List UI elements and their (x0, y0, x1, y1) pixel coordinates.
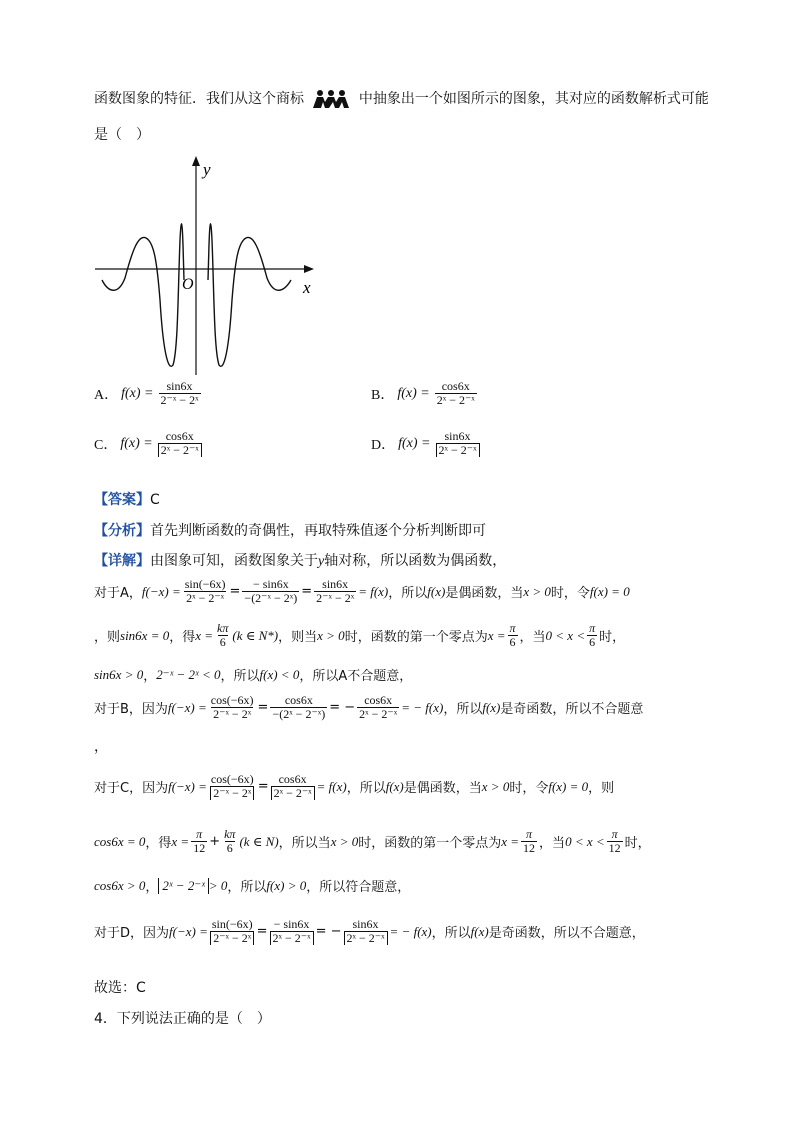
case-c-line3 (94, 876, 410, 895)
case-b-frac2-den: −(2ˣ − 2⁻ˣ) (272, 707, 326, 721)
case-d-lhs: f(−x) = (169, 923, 208, 939)
case-c2-text3: 时，函数的第一个零点为 (358, 836, 502, 851)
case-a-cond: x > 0 (523, 583, 551, 599)
case-a-text1: ，所以 (388, 586, 428, 601)
option-c-fraction (158, 430, 202, 457)
case-a3-s3: f(x) < 0 (259, 666, 300, 682)
case-c2-range-num: π (611, 827, 618, 841)
detail-tag: 【详解】 (94, 553, 150, 569)
case-a-frac1-den: 2ˣ − 2⁻ˣ (186, 591, 225, 605)
question-stem-line1 (94, 88, 709, 109)
case-c2-zero-num: π (526, 827, 533, 841)
case-a-frac3-den: 2⁻ˣ − 2ˣ (316, 591, 355, 605)
case-c-line2 (94, 828, 651, 855)
case-c3-text1: ，所以 (227, 880, 267, 895)
case-a2-x2: x = (487, 627, 506, 643)
option-c-lhs: f(x) = (120, 435, 153, 451)
case-c2-range: 0 < x < (565, 833, 605, 849)
case-a2-k: (k ∈ N*) (232, 627, 279, 643)
case-c2-text1: ，得 (145, 836, 172, 851)
case-c-frac1-den: 2⁻ˣ − 2ˣ (210, 786, 254, 800)
case-d-frac3 (344, 918, 388, 945)
option-a-denominator: 2⁻ˣ − 2ˣ (160, 393, 199, 407)
option-d-fraction (436, 430, 480, 457)
case-d-eq1: = (256, 924, 268, 939)
case-b-frac2-num: cos6x (284, 693, 313, 707)
case-a2-text1: ，则 (94, 630, 121, 645)
case-a-frac1-num: sin(−6x) (184, 577, 226, 591)
option-d[interactable] (371, 430, 482, 457)
case-d-frac3-num: sin6x (352, 917, 379, 931)
option-b-lhs: f(x) = (397, 385, 430, 401)
x-axis-label: x (303, 278, 311, 297)
case-a3-text1: ，所以 (220, 669, 260, 684)
function-graph (90, 150, 322, 380)
case-c-eq2: = f(x) (316, 778, 347, 794)
case-b-frac2 (270, 694, 327, 721)
case-a-text2: 是偶函数，当 (445, 586, 524, 601)
y-axis-label: y (203, 160, 211, 179)
case-c2-x2: x = (501, 833, 520, 849)
case-b-frac1 (209, 694, 256, 721)
stem-text-part1: 函数图象的特征．我们从这个商标 (94, 91, 304, 107)
analysis-line (94, 520, 486, 540)
case-b-eq2: = − (329, 700, 356, 715)
option-d-numerator: sin6x (444, 429, 471, 443)
case-a2-cond: x > 0 (317, 627, 345, 643)
case-c-cond: x > 0 (481, 778, 510, 794)
next-question-stem: 4．下列说法正确的是（ ） (94, 1011, 271, 1027)
case-c2-k: (k ∈ N) (239, 833, 279, 849)
option-a[interactable] (94, 380, 203, 407)
case-d-text1: ，所以 (431, 926, 471, 941)
case-c-text3: 时，令 (509, 781, 549, 796)
origin-label: O (182, 276, 194, 293)
case-d-frac2-den: 2ˣ − 2⁻ˣ (270, 931, 314, 945)
case-d-eq3: = − f(x) (389, 923, 432, 939)
case-c-eq1: = (257, 779, 269, 794)
case-b-line (94, 694, 643, 721)
case-b-frac3-den: 2ˣ − 2⁻ˣ (359, 707, 398, 721)
case-c2-frac1-den: 12 (193, 841, 206, 855)
case-b-text1: ，所以 (443, 702, 483, 717)
case-b-trailing-comma: ， (94, 739, 108, 755)
case-a2-range-den: 6 (589, 635, 596, 649)
logo-image (311, 89, 351, 109)
option-d-denominator: 2ˣ − 2⁻ˣ (436, 443, 480, 457)
case-c3-sep: ， (145, 880, 159, 895)
case-c2-frac1 (191, 828, 207, 855)
case-b-fx: f(x) (482, 699, 501, 715)
case-c-frac2 (271, 773, 315, 800)
case-a2-frac-num: kπ (217, 621, 229, 635)
case-c-text1: ，所以 (346, 781, 386, 796)
option-c-label: C． (94, 437, 118, 453)
case-a-line3 (94, 665, 412, 684)
case-c-frac1-num: cos(−6x) (210, 772, 254, 786)
curve-left (102, 224, 184, 367)
case-a2-eq: sin6x = 0 (120, 627, 170, 643)
option-b-numerator: cos6x (441, 379, 470, 393)
case-d-fx: f(x) (470, 923, 489, 939)
option-b-denominator: 2ˣ − 2⁻ˣ (436, 393, 475, 407)
case-c-zero: f(x) = 0 (548, 778, 589, 794)
case-a-frac2-den: −(2⁻ˣ − 2ˣ) (244, 591, 298, 605)
case-d-frac3-den: 2ˣ − 2⁻ˣ (344, 931, 388, 945)
case-d-eq2: = − (315, 924, 342, 939)
case-b-frac1-den: 2⁻ˣ − 2ˣ (213, 707, 252, 721)
case-c2-frac1-num: π (196, 827, 203, 841)
case-d-frac1 (210, 918, 255, 945)
case-a2-zero-frac (508, 622, 518, 649)
option-d-lhs: f(x) = (398, 435, 431, 451)
detail-intro-y: y (318, 554, 325, 569)
answer-tag: 【答案】 (94, 492, 150, 508)
case-c2-range-frac (607, 828, 623, 855)
option-a-lhs: f(x) = (121, 385, 154, 401)
case-a2-zero-num: π (509, 621, 516, 635)
option-c[interactable] (94, 430, 204, 457)
detail-intro-rest: 轴对称，所以函数为偶函数， (324, 553, 507, 569)
case-c3-s1: cos6x > 0 (94, 877, 146, 893)
case-c-frac2-den: 2ˣ − 2⁻ˣ (271, 786, 315, 800)
case-c-frac2-num: cos6x (278, 772, 307, 786)
case-a2-text2: ，得 (169, 630, 196, 645)
option-c-denominator: 2ˣ − 2⁻ˣ (158, 443, 202, 457)
curve-right (208, 224, 291, 367)
case-a2-frac-den: 6 (219, 635, 226, 649)
case-a3-s2: 2⁻ˣ − 2ˣ < 0 (156, 666, 221, 682)
case-a-line2 (94, 622, 625, 649)
detail-intro-line (94, 550, 506, 570)
case-a2-text3: ，则当 (278, 630, 318, 645)
question-stem-line2: 是（ ） (94, 127, 150, 143)
case-c2-text5: 时， (624, 836, 651, 851)
case-b-eq1: = (257, 700, 269, 715)
answer-value: C (150, 492, 160, 508)
case-c2-text4: ，当 (539, 836, 566, 851)
case-b-frac3-num: cos6x (364, 693, 393, 707)
case-a2-x: x = (195, 627, 214, 643)
case-d-text2: 是奇函数，所以不合题意， (488, 926, 645, 941)
case-c-text2: 是偶函数，当 (403, 781, 482, 796)
case-c2-frac2 (222, 828, 237, 855)
case-c-lhs: f(−x) = (168, 778, 207, 794)
case-a-frac3 (314, 578, 356, 605)
case-b-text2: 是奇函数，所以不合题意 (500, 702, 644, 717)
analysis-text: 首先判断函数的奇偶性，再取特殊值逐个分析判断即可 (150, 523, 486, 539)
case-a3-sep: ， (143, 669, 157, 684)
case-d-frac1-den: 2⁻ˣ − 2ˣ (210, 931, 254, 945)
case-a-line1 (94, 578, 630, 605)
case-a2-zero-den: 6 (509, 635, 516, 649)
case-b-frac3 (357, 694, 399, 721)
analysis-tag: 【分析】 (94, 523, 150, 539)
case-b-label: 对于B，因为 (94, 702, 168, 717)
case-c2-x: x = (171, 833, 190, 849)
case-c3-s2: f(x) > 0 (266, 877, 307, 893)
case-a-fx: f(x) (427, 583, 446, 599)
option-b[interactable] (371, 380, 479, 407)
case-c2-text2: ，所以当 (278, 836, 331, 851)
case-d-frac1-num: sin(−6x) (211, 917, 253, 931)
case-a-eq3: = f(x) (358, 583, 389, 599)
case-a-zero: f(x) = 0 (589, 583, 630, 599)
case-a-eq1: = (229, 584, 241, 599)
case-c-text4: ，则 (588, 781, 615, 796)
case-a3-text2: ，所以A不合题意， (299, 669, 413, 684)
case-a-eq2: = (301, 584, 313, 599)
case-d-frac2-num: − sin6x (273, 917, 310, 931)
case-c2-zero-frac (521, 828, 537, 855)
case-b-lhs: f(−x) = (167, 699, 207, 715)
case-c3-abs: 2ˣ − 2⁻ˣ (158, 878, 208, 894)
case-a2-text4: 时，函数的第一个零点为 (344, 630, 488, 645)
case-c-label: 对于C，因为 (94, 781, 169, 796)
y-axis-arrow-icon (192, 156, 200, 166)
case-a2-range-num: π (589, 621, 596, 635)
case-a-label: 对于A， (94, 586, 142, 601)
case-a3-s1: sin6x > 0 (94, 666, 144, 682)
option-a-fraction (159, 380, 201, 407)
case-a-frac2-num: − sin6x (252, 577, 289, 591)
case-a-frac2 (242, 578, 299, 605)
case-c2-plus: + (209, 834, 221, 849)
case-a-text3: 时，令 (550, 586, 590, 601)
case-c-fx: f(x) (385, 778, 404, 794)
detail-intro: 由图象可知，函数图象关于 (150, 553, 318, 569)
case-c2-frac2-den: 6 (226, 841, 233, 855)
case-c3-gt: > 0 (208, 877, 228, 893)
case-c2-zero-den: 12 (523, 841, 536, 855)
case-a2-text5: ，当 (519, 630, 546, 645)
case-b-eq3: = − f(x) (401, 699, 444, 715)
case-b-frac1-num: cos(−6x) (210, 693, 254, 707)
answer-line (94, 489, 160, 509)
option-d-label: D． (371, 437, 396, 453)
case-c2-cond: x > 0 (330, 833, 359, 849)
case-a2-range: 0 < x < (545, 627, 586, 643)
case-c2-eq: cos6x = 0 (94, 833, 146, 849)
option-c-numerator: cos6x (165, 429, 194, 443)
case-d-line (94, 918, 645, 945)
stem-text-part2: 中抽象出一个如图所示的图象，其对应的函数解析式可能 (358, 91, 709, 107)
x-axis-arrow-icon (304, 265, 314, 273)
case-a-lhs: f(−x) = (141, 583, 181, 599)
case-c3-text2: ，所以符合题意， (306, 880, 411, 895)
conclusion: 故选：C (94, 980, 146, 996)
case-c-line1 (94, 773, 614, 800)
option-b-label: B． (371, 387, 395, 403)
case-c2-range-den: 12 (608, 841, 621, 855)
case-a-frac1 (183, 578, 228, 605)
option-b-fraction (435, 380, 477, 407)
case-a2-range-frac (587, 622, 597, 649)
option-a-numerator: sin6x (166, 379, 193, 393)
case-c-frac1 (209, 773, 256, 800)
case-a2-frac (215, 622, 230, 649)
case-d-label: 对于D，因为 (94, 926, 170, 941)
case-a-frac3-num: sin6x (322, 577, 349, 591)
option-a-label: A． (94, 387, 119, 403)
case-c2-frac2-num: kπ (224, 827, 236, 841)
case-d-frac2 (270, 918, 314, 945)
case-a2-text6: 时， (599, 630, 626, 645)
